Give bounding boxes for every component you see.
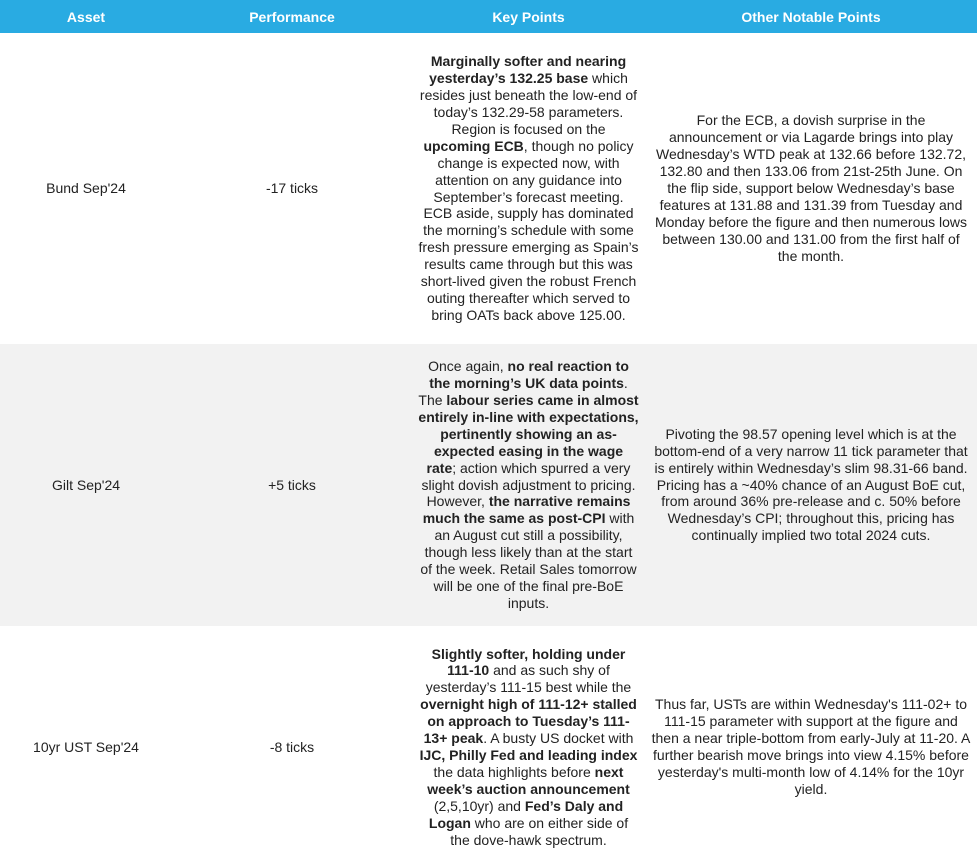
table-row xyxy=(0,33,977,344)
header-key-points: Key Points xyxy=(412,0,645,33)
key-point-emphasis: no real reaction to the morning’s UK data points xyxy=(429,358,629,392)
performance-cell: -17 ticks xyxy=(172,33,412,344)
key-points-cell xyxy=(412,626,645,868)
asset-cell: Gilt Sep'24 xyxy=(0,344,172,626)
key-point-emphasis: the narrative remains much the same as post-CPI xyxy=(422,493,631,527)
key-points-cell xyxy=(412,344,645,626)
performance-cell: -8 ticks xyxy=(172,626,412,868)
key-point-text: . The xyxy=(418,375,628,409)
key-point-emphasis: next week’s auction announcement xyxy=(427,763,630,797)
key-point-text: which resides just beneath the low-end of today’s 132.29-58 parameters. Region is focused on the xyxy=(419,70,638,137)
key-point-text: who are on either side of the dove-hawk spectrum. xyxy=(450,814,629,848)
key-point-text: with an August cut still a possibility, though less likely than at the start of the week. Retail Sales tomorrow will be one of the final pre-BoE inputs. xyxy=(420,510,637,611)
table-row xyxy=(0,344,977,626)
key-point-text: and as such shy of yesterday’s 111-15 best while the xyxy=(425,662,632,696)
key-point-text: Once again, xyxy=(428,358,508,375)
other-points-cell: For the ECB, a dovish surprise in the announcement or via Lagarde brings into play Wednesday’s WTD peak at 132.66 before 132.72, 132.80 and then 133.06 from 21st-25th June. On the flip side, support below Wednesday’s base features at 131.88 and 131.39 from Tuesday and Monday before the figure and then numerous lows between 130.00 and 131.00 from the first half of the month. xyxy=(645,33,977,344)
key-point-text: . A busty US docket with xyxy=(483,730,634,747)
key-point-emphasis: Fed’s Daly and Logan xyxy=(428,797,624,831)
table-row xyxy=(0,626,977,868)
key-point-text: the data highlights before xyxy=(433,763,595,780)
key-point-emphasis: labour series came in almost entirely in-line with expectations, pertinently showing an as-expected easing in the wage rate xyxy=(418,392,639,476)
key-point-emphasis: Marginally softer and nearing yesterday’s 132.25 base xyxy=(429,53,627,87)
key-point-text: ; action which spurred a very slight dovish adjustment to pricing. However, xyxy=(421,459,636,510)
asset-cell: 10yr UST Sep'24 xyxy=(0,626,172,868)
key-points-cell xyxy=(412,33,645,344)
other-points-cell: Pivoting the 98.57 opening level which is at the bottom-end of a very narrow 11 tick parameter that is entirely within Wednesday’s slim 98.31-66 band. Pricing has a ~40% chance of an August BoE cut, from around 36% pre-release and c. 50% before Wednesday’s CPI; throughout this, pricing has continually implied two total 2024 cuts. xyxy=(645,344,977,626)
key-point-text: (2,5,10yr) and xyxy=(433,797,525,814)
header-asset: Asset xyxy=(0,0,172,33)
key-point-text: , though no policy change is expected now, with attention on any guidance into September’s forecast meeting. ECB aside, supply has dominated the morning’s schedule with some fresh pressure emerging as Spain’s results came through but this was short-lived given the robust French outing thereafter which served to bring OATs back above 125.00. xyxy=(418,137,639,323)
key-point-emphasis: upcoming ECB xyxy=(423,137,524,154)
key-point-emphasis: overnight high of 111-12+ stalled on approach to Tuesday’s 111-13+ peak xyxy=(420,696,637,747)
header-performance: Performance xyxy=(172,0,412,33)
header-row xyxy=(0,0,977,33)
performance-cell: +5 ticks xyxy=(172,344,412,626)
asset-cell: Bund Sep'24 xyxy=(0,33,172,344)
other-points-cell: Thus far, USTs are within Wednesday's 111-02+ to 111-15 parameter with support at the figure and then a near triple-bottom from early-July at 11-20. A further bearish move brings into view 4.15% before yesterday's multi-month low of 4.14% for the 10yr yield. xyxy=(645,626,977,868)
key-point-emphasis: IJC, Philly Fed and leading index xyxy=(419,747,638,763)
key-point-emphasis: Slightly softer, holding under 111-10 xyxy=(431,645,626,679)
header-other-notable-points: Other Notable Points xyxy=(645,0,977,33)
